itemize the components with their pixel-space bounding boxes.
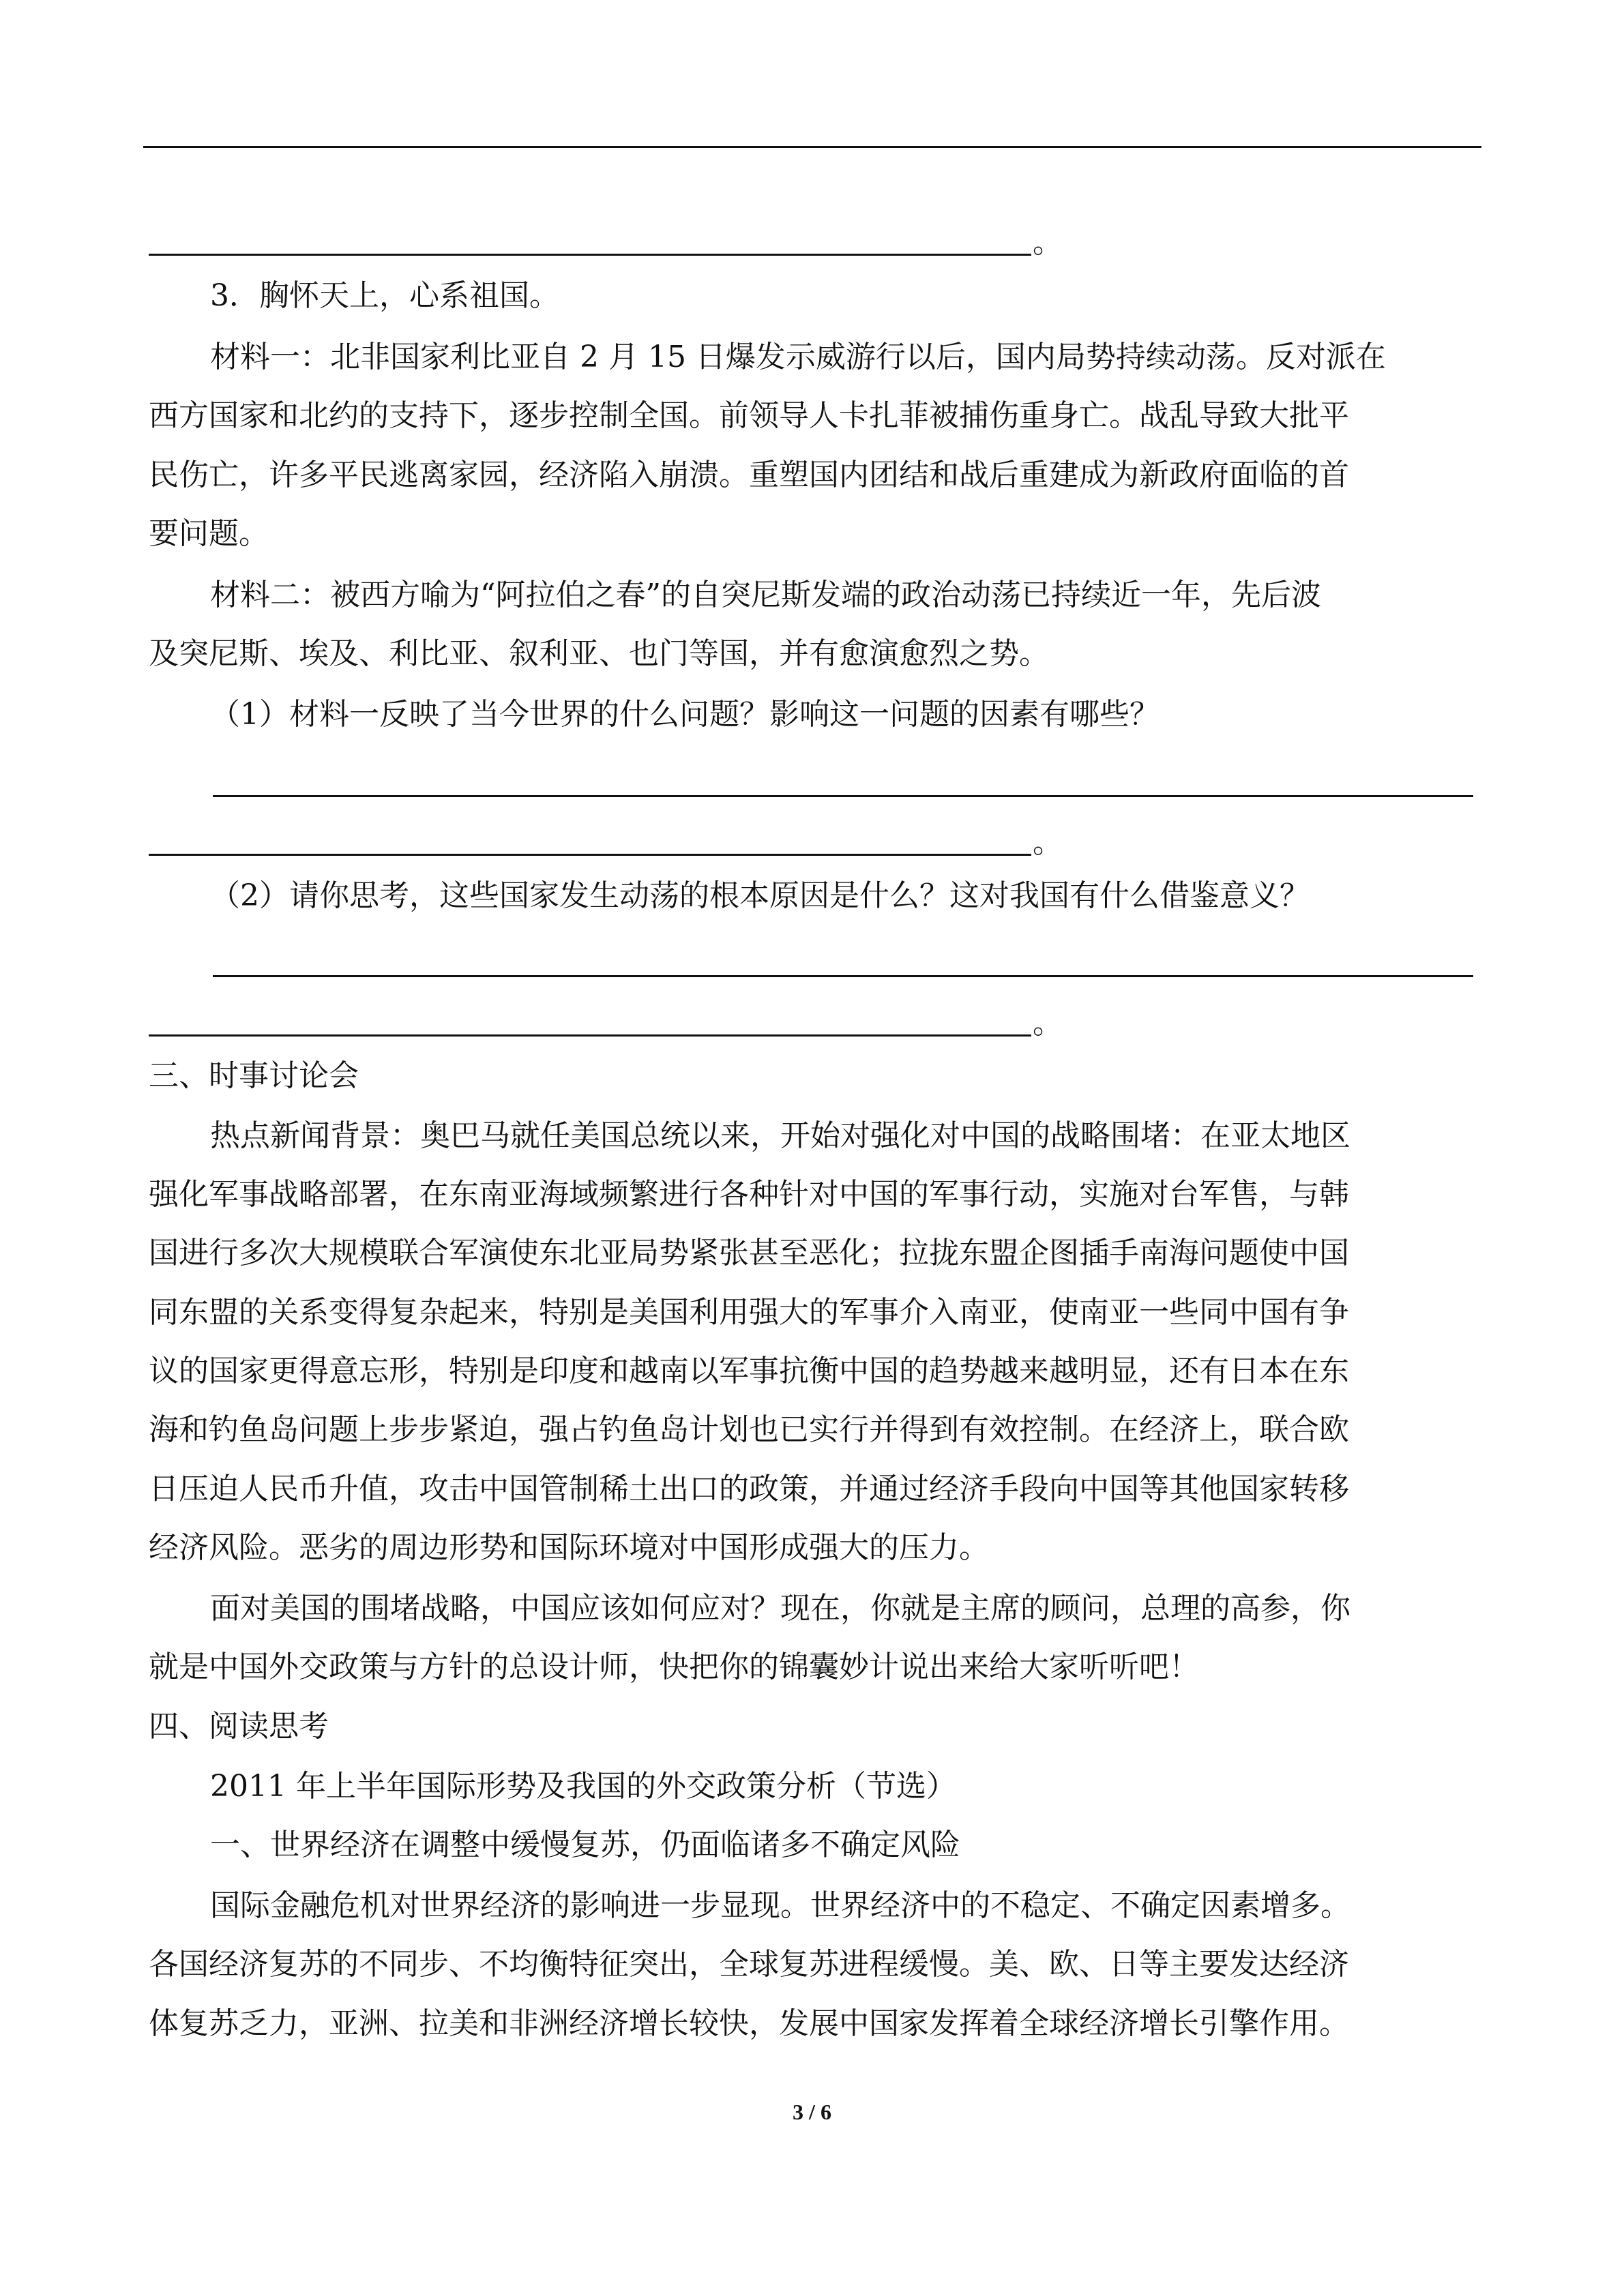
- answer-line: [149, 854, 1031, 856]
- sub-question-1: （1）材料一反映了当今世界的什么问题？影响这一问题的因素有哪些？: [210, 697, 1160, 732]
- article-subheading: 一、世界经济在调整中缓慢复苏，仍面临诸多不确定风险: [210, 1828, 960, 1862]
- page-number: 3 / 6: [793, 2100, 831, 2124]
- article-body-line: 体复苏乏力，亚洲、拉美和非洲经济增长较快，发展中国家发挥着全球经济增长引擎作用。: [149, 2006, 1349, 2041]
- question-title: 3．胸怀天上，心系祖国。: [210, 278, 559, 313]
- sub-question-2: （2）请你思考，这些国家发生动荡的根本原因是什么？这对我国有什么借鉴意义？: [210, 878, 1310, 913]
- background-line: 热点新闻背景：奥巴马就任美国总统以来，开始对强化对中国的战略围堵：在亚太地区: [210, 1118, 1350, 1153]
- material-2-line: 及突尼斯、埃及、利比亚、叙利亚、也门等国，并有愈演愈烈之势。: [149, 636, 1049, 671]
- answer-line: [149, 1034, 1031, 1037]
- material-1-line: 要问题。: [149, 516, 269, 551]
- article-body-line: 各国经济复苏的不同步、不均衡特征突出，全球复苏进程缓慢。美、欧、日等主要发达经济: [149, 1947, 1349, 1982]
- background-line: 国进行多次大规模联合军演使东北亚局势紧张甚至恶化；拉拢东盟企图插手南海问题使中国: [149, 1236, 1349, 1270]
- background-line: 强化军事战略部署，在东南亚海域频繁进行各种针对中国的军事行动，实施对台军售，与韩: [149, 1177, 1349, 1212]
- material-1-line: 材料一：北非国家利比亚自 2 月 15 日爆发示威游行以后，国内局势持续动荡。反对派在: [210, 340, 1386, 374]
- answer-line: [213, 795, 1473, 797]
- article-title: 2011 年上半年国际形势及我国的外交政策分析（节选）: [210, 1769, 956, 1804]
- section-heading: 四、阅读思考: [149, 1709, 329, 1744]
- answer-period: 。: [1033, 825, 1063, 860]
- background-line: 同东盟的关系变得复杂起来，特别是美国利用强大的军事介入南亚，使南亚一些同中国有争: [149, 1295, 1349, 1330]
- background-line: 海和钓鱼岛问题上步步紧迫，强占钓鱼岛计划也已实行并得到有效控制。在经济上，联合欧: [149, 1412, 1349, 1447]
- discussion-question-line: 就是中国外交政策与方针的总设计师，快把你的锦囊妙计说出来给大家听听吧！: [149, 1650, 1199, 1684]
- section-heading: 三、时事讨论会: [149, 1058, 359, 1093]
- answer-line: [149, 254, 1031, 256]
- discussion-question-line: 面对美国的围堵战略，中国应该如何应对？现在，你就是主席的顾问，总理的高参，你: [210, 1591, 1350, 1626]
- background-line: 经济风险。恶劣的周边形势和国际环境对中国形成强大的压力。: [149, 1530, 989, 1565]
- answer-line: [143, 146, 1481, 148]
- material-1-line: 西方国家和北约的支持下，逐步控制全国。前领导人卡扎菲被捕伤重身亡。战乱导致大批平: [149, 398, 1349, 433]
- article-body-line: 国际金融危机对世界经济的影响进一步显现。世界经济中的不稳定、不确定因素增多。: [210, 1888, 1350, 1923]
- answer-line: [213, 975, 1473, 977]
- material-1-line: 民伤亡，许多平民逃离家园，经济陷入崩溃。重塑国内团结和战后重建成为新政府面临的首: [149, 458, 1349, 492]
- material-2-line: 材料二：被西方喻为“阿拉伯之春”的自突尼斯发端的政治动荡已持续近一年，先后波: [210, 578, 1321, 612]
- answer-period: 。: [1033, 225, 1063, 260]
- background-line: 日压迫人民币升值，攻击中国管制稀土出口的政策，并通过经济手段向中国等其他国家转移: [149, 1472, 1349, 1506]
- answer-period: 。: [1033, 1006, 1063, 1041]
- background-line: 议的国家更得意忘形，特别是印度和越南以军事抗衡中国的趋势越来越明显，还有日本在东: [149, 1354, 1349, 1388]
